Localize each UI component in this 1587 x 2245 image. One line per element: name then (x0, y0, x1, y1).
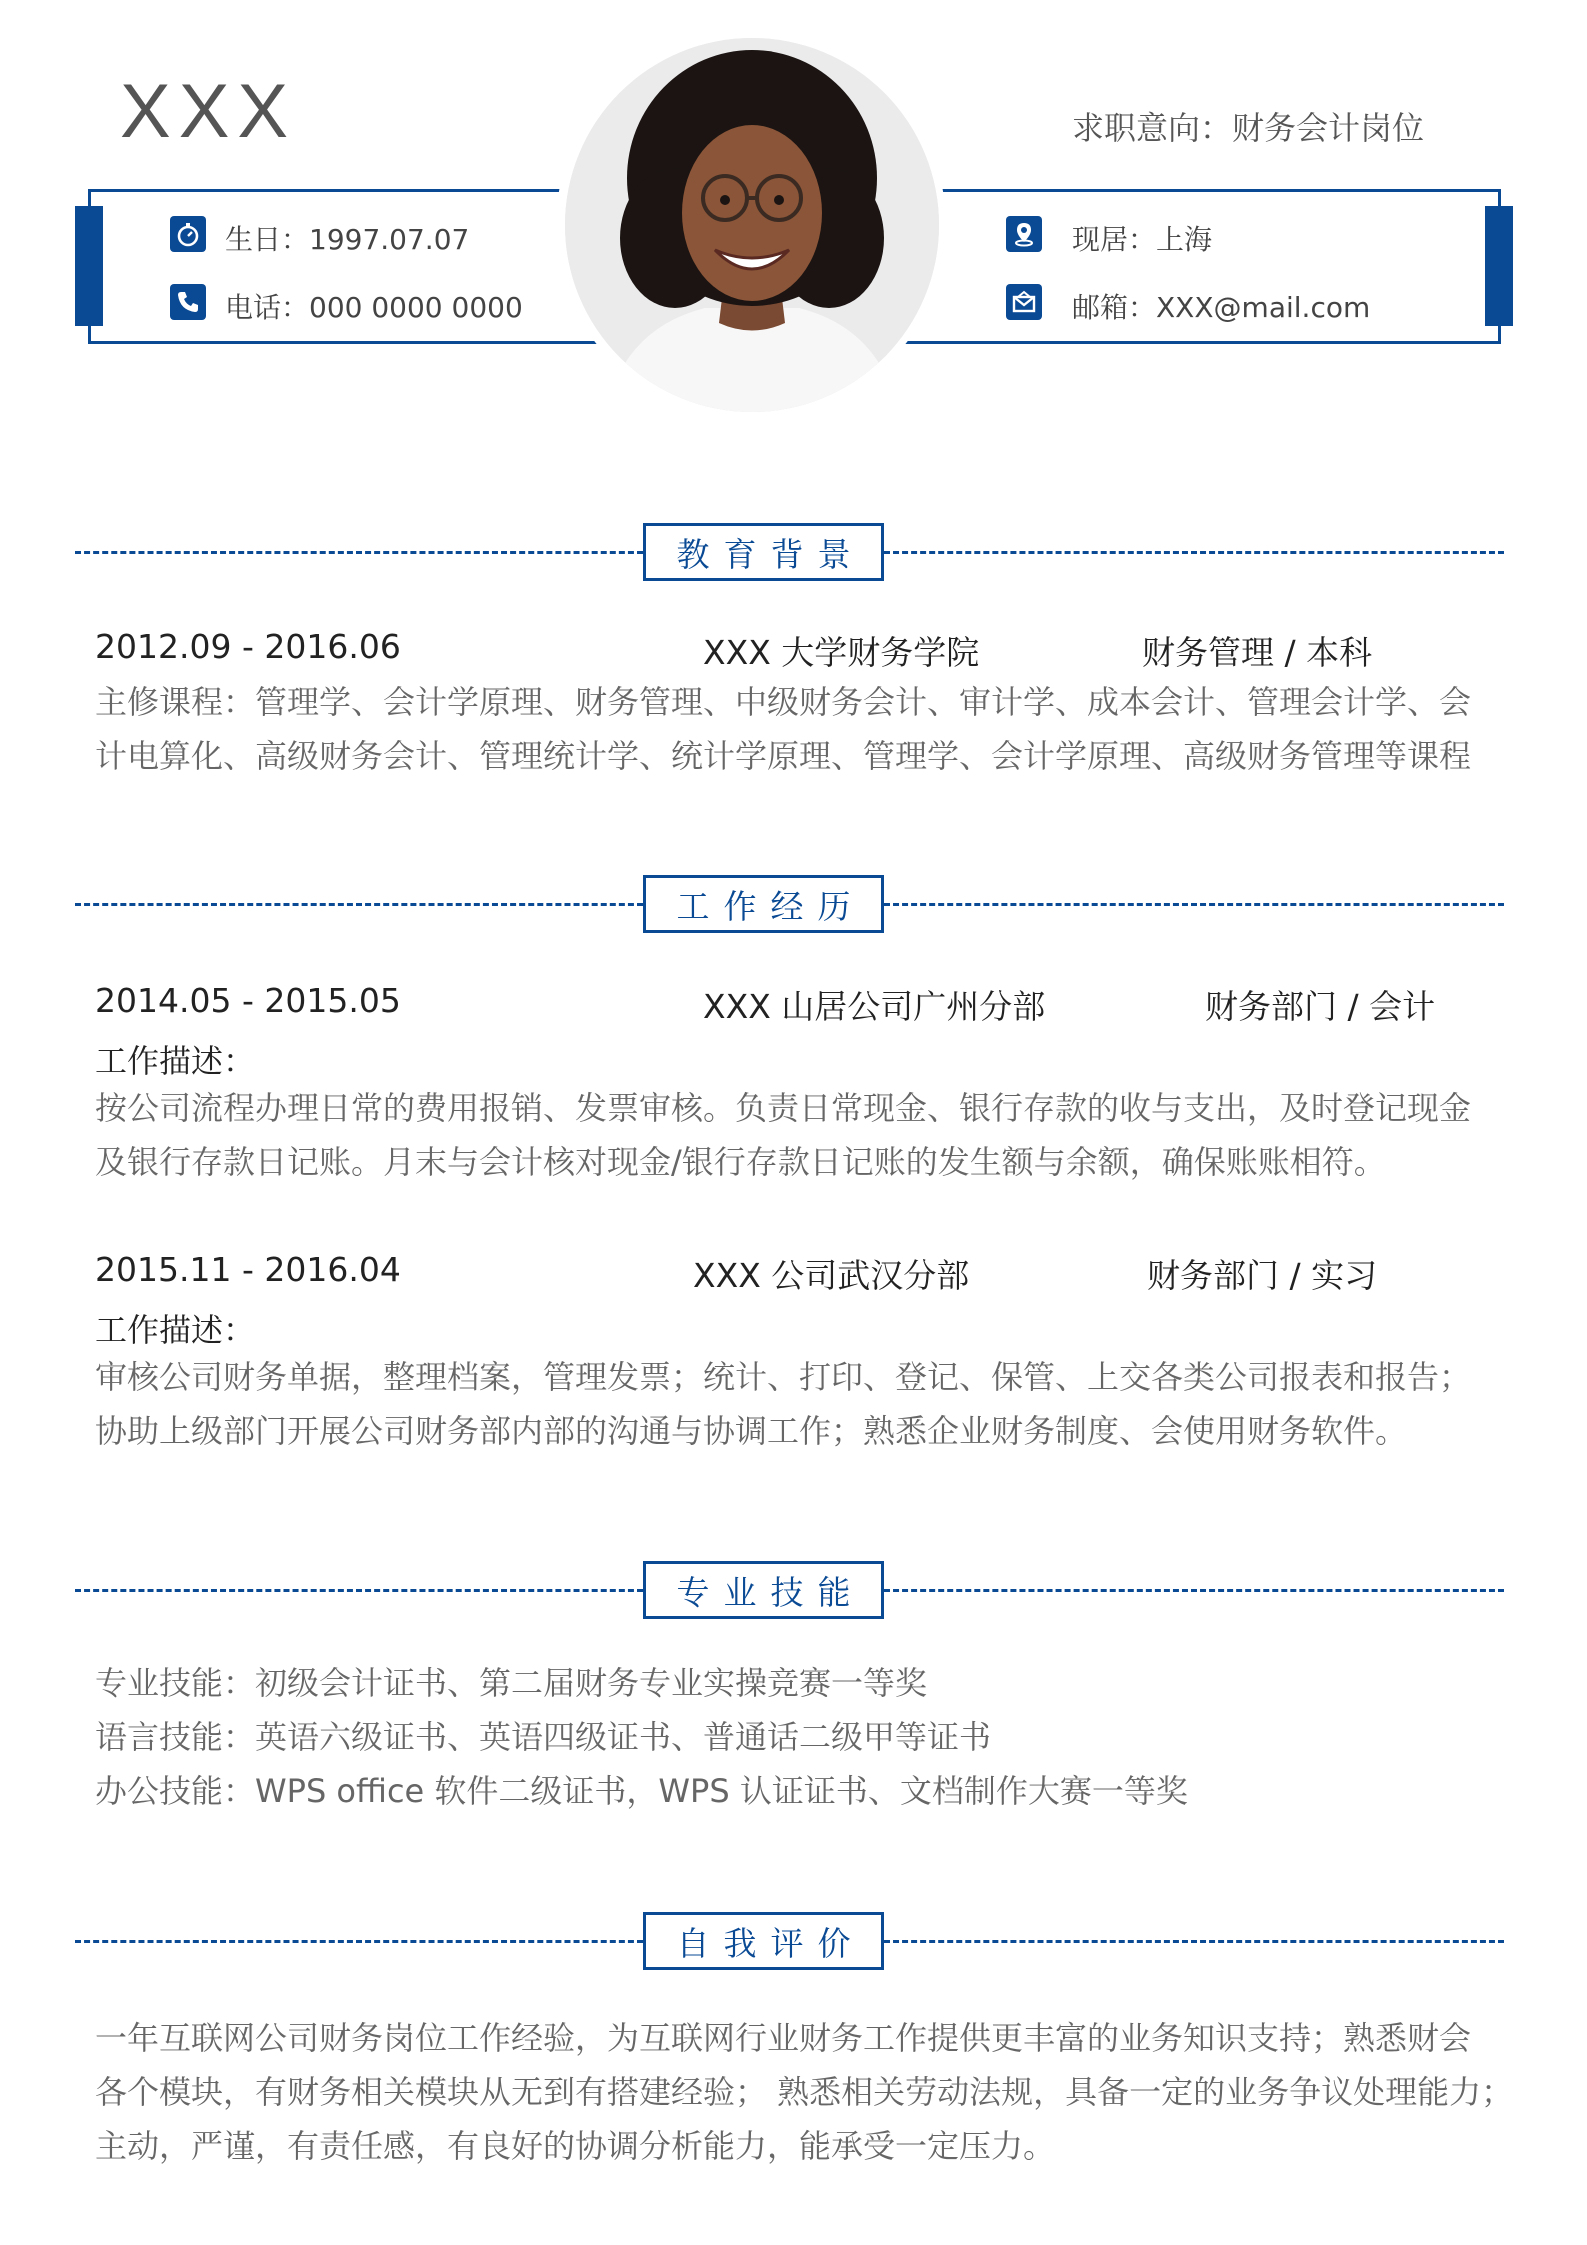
education-date: 2012.09 - 2016.06 (95, 627, 401, 666)
job-role: 财务部门 / 会计 (1205, 987, 1436, 1026)
education-school: XXX 大学财务学院 (703, 633, 980, 672)
section-title-work: 工作经历 (643, 875, 884, 933)
section-title-skills: 专业技能 (643, 1561, 884, 1619)
section-divider-left (75, 551, 643, 554)
job-target: 求职意向：财务会计岗位 (1072, 109, 1425, 147)
self-eval-line1: 一年互联网公司财务岗位工作经验，为互联网行业财务工作提供更丰富的业务知识支持；熟悉财会 (95, 2019, 1472, 2057)
header-left-accent (75, 206, 103, 326)
job-date: 2014.05 - 2015.05 (95, 981, 401, 1020)
email-text: 邮箱：XXX@mail.com (1072, 291, 1371, 324)
section-divider-left (75, 1940, 643, 1943)
education-major: 财务管理 / 本科 (1142, 633, 1373, 672)
job-desc-line1: 审核公司财务单据，整理档案，管理发票；统计、打印、登记、保管、上交各类公司报表和报告； (95, 1358, 1472, 1396)
job-date: 2015.11 - 2016.04 (95, 1250, 401, 1289)
skill-item: 专业技能：初级会计证书、第二届财务专业实操竞赛一等奖 (95, 1664, 928, 1702)
profile-photo (565, 38, 939, 412)
birthday-text: 生日：1997.07.07 (225, 223, 470, 256)
section-divider-right (884, 551, 1504, 554)
job-desc-label: 工作描述： (95, 1311, 256, 1349)
section-divider-left (75, 1589, 643, 1592)
location-icon (1006, 216, 1042, 252)
job-desc-line1: 按公司流程办理日常的费用报销、发票审核。负责日常现金、银行存款的收与支出，及时登记现金 (95, 1089, 1472, 1127)
education-courses-line2: 计电算化、高级财务会计、管理统计学、统计学原理、管理学、会计学原理、高级财务管理等课程 (95, 737, 1472, 775)
job-desc-line2: 及银行存款日记账。月末与会计核对现金/银行存款日记账的发生额与余额，确保账账相符。 (95, 1143, 1386, 1181)
job-role: 财务部门 / 实习 (1147, 1256, 1378, 1295)
section-divider-left (75, 903, 643, 906)
section-divider-right (884, 903, 1504, 906)
section-title-self-eval: 自我评价 (643, 1912, 884, 1970)
job-desc-label: 工作描述： (95, 1042, 256, 1080)
self-eval-line3: 主动，严谨，有责任感，有良好的协调分析能力，能承受一定压力。 (95, 2127, 1056, 2165)
phone-text: 电话：000 0000 0000 (225, 291, 523, 324)
header-right-accent (1485, 206, 1513, 326)
stopwatch-icon (170, 216, 206, 252)
job-desc-line2: 协助上级部门开展公司财务部内部的沟通与协调工作；熟悉企业财务制度、会使用财务软件。 (95, 1412, 1408, 1450)
self-eval-line2: 各个模块，有财务相关模块从无到有搭建经验； 熟悉相关劳动法规，具备一定的业务争议处理能力； (95, 2073, 1514, 2111)
envelope-icon (1006, 284, 1042, 320)
candidate-name: XXX (120, 69, 297, 154)
section-title-education: 教育背景 (643, 523, 884, 581)
skill-item: 语言技能：英语六级证书、英语四级证书、普通话二级甲等证书 (95, 1718, 992, 1756)
section-divider-right (884, 1940, 1504, 1943)
job-company: XXX 山居公司广州分部 (703, 987, 1046, 1026)
residence-text: 现居：上海 (1072, 223, 1213, 256)
phone-icon (170, 284, 206, 320)
section-divider-right (884, 1589, 1504, 1592)
job-company: XXX 公司武汉分部 (693, 1256, 970, 1295)
education-courses-line1: 主修课程：管理学、会计学原理、财务管理、中级财务会计、审计学、成本会计、管理会计学、会 (95, 683, 1472, 721)
skill-item: 办公技能：WPS office 软件二级证书，WPS 认证证书、文档制作大赛一等奖 (95, 1772, 1188, 1810)
